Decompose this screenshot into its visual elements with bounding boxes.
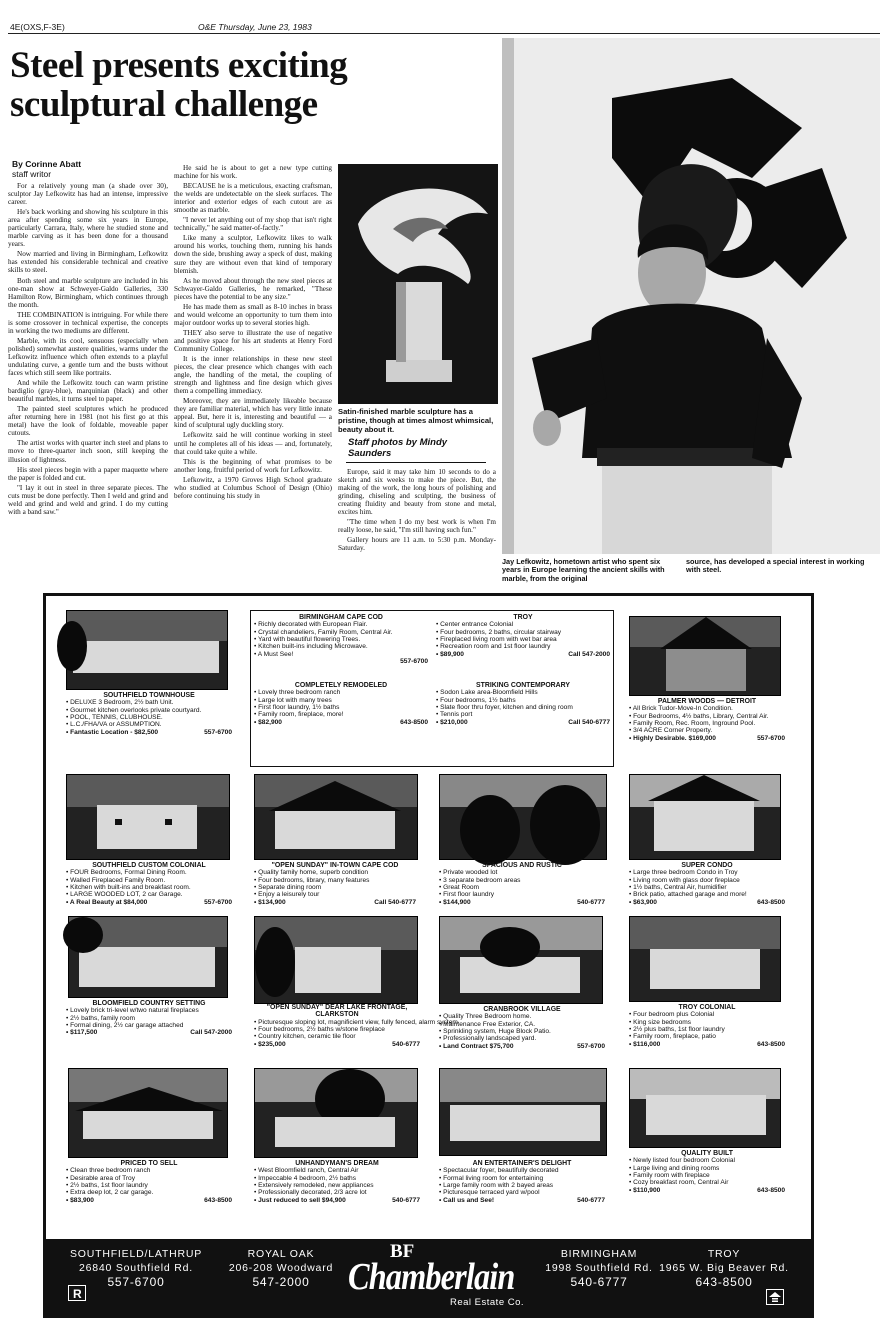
house-photo-southfield-custom-colonial	[66, 774, 230, 860]
listing-feature: • FOUR Bedrooms, Formal Dining Room.	[66, 869, 187, 877]
listing	[66, 1000, 232, 1037]
listing-title: CRANBROOK VILLAGE	[483, 1006, 561, 1013]
listing-feature: • Large lot with many trees	[254, 696, 332, 704]
real-estate-ad	[43, 593, 814, 1318]
listing-feature: • Tennis port	[436, 711, 473, 719]
top-rule	[8, 33, 880, 34]
listing-feature: • Country kitchen, ceramic tile floor	[254, 1033, 356, 1041]
listing-price: • Fantastic Location - $82,500	[66, 728, 159, 736]
logo-initials: BF	[390, 1241, 415, 1262]
listing-feature: • Four bedrooms, 1½ baths	[436, 696, 516, 704]
article-paragraph: THEY also serve to illustrate the use of negative and positive space for his art students at Henry Ford Community College.	[174, 328, 332, 353]
listing-feature: • First floor laundry, 1½ baths	[254, 704, 340, 712]
listing-feature: • Desirable area of Troy	[66, 1174, 136, 1182]
listing-title: PALMER WOODS — DETROIT	[657, 698, 757, 705]
listing-feature: • Lovely brick tri-level w/two natural fireplaces	[66, 1007, 199, 1015]
listing	[254, 1004, 458, 1048]
listing-phone: Call 540-6777	[374, 898, 416, 906]
listing-feature: • Family room with fireplace	[629, 1172, 710, 1180]
listing	[66, 862, 232, 906]
office-troy	[654, 1247, 794, 1289]
house-photo-priced-to-sell	[68, 1068, 228, 1158]
listing-title: STRIKING CONTEMPORARY	[476, 682, 570, 689]
marble-sculpture-photo	[338, 164, 498, 404]
folio-page-number: 4E(OXS,F-3E)	[10, 22, 65, 32]
ad-footer	[46, 1239, 811, 1315]
article-paragraph: Now married and living in Birmingham, Lefkowitz has extended his considerable technical and creative skills to steel.	[8, 250, 168, 275]
listing-feature: • Cozy breakfast room, Central Air	[629, 1179, 729, 1187]
listing-feature: • Large three bedroom Condo in Troy	[629, 869, 738, 877]
listing-price: • A Real Beauty at $84,000	[66, 898, 148, 906]
listing	[439, 862, 605, 906]
headline: Steel presents exciting sculptural challenge	[10, 45, 348, 125]
listing	[254, 862, 416, 906]
listing-price: • Just reduced to sell $94,900	[254, 1196, 346, 1204]
listing-title: SOUTHFIELD TOWNHOUSE	[103, 692, 195, 699]
article-column-1	[8, 182, 168, 518]
article-paragraph: Europe, said it may take him 10 seconds to do a sketch and six weeks to make the piece. But, the making of the work, the long hours of polishing and grinding, chiseling and sculpting, the business of creating fluidity and beauty from stone and metal, excites him.	[338, 468, 496, 517]
listing	[66, 692, 232, 736]
listing-title: TROY COLONIAL	[678, 1004, 736, 1011]
listing-phone: Call 547-2000	[568, 650, 610, 658]
listing-price: • Call us and See!	[439, 1196, 495, 1204]
listing-title: "OPEN SUNDAY" DEAR LAKE FRONTAGE, CLARKSTON	[266, 1004, 408, 1019]
listing	[436, 682, 610, 726]
listing-title: SUPER CONDO	[681, 862, 733, 869]
listing-title: QUALITY BUILT	[681, 1150, 733, 1157]
caption-small: Satin-finished marble sculpture has a pristine, though at times almost whimsical, beauty about it.	[338, 407, 494, 434]
listing-price: • $134,900	[254, 898, 286, 906]
listing-feature: • Sprinkling system, Huge Block Patio.	[439, 1028, 551, 1036]
house-photo-in-town-cape-cod	[254, 774, 418, 860]
house-photo-dear-lake	[254, 916, 418, 1004]
listing-phone: Call 547-2000	[190, 1029, 232, 1037]
listing	[254, 682, 428, 726]
listing-feature: • All Brick Tudor-Move-In Condition.	[629, 705, 733, 713]
house-photo-quality-built	[629, 1068, 781, 1148]
listing-feature: • Large family room with 2 bayed areas	[439, 1182, 554, 1190]
caption-big-part-b: source, has developed a special interest in working with steel.	[686, 557, 865, 575]
listing-feature: • LARGE WOODED LOT, 2 car Garage.	[66, 891, 183, 899]
listing	[439, 1006, 605, 1050]
listing-feature: • Gourmet kitchen overlooks private courtyard.	[66, 706, 202, 714]
listing	[254, 614, 428, 665]
article-paragraph: And while the Lefkowitz touch can warm pristine bardiglio (gray-blue), marquinian (black) and other beautiful marbles, it turns steel to paper.	[8, 379, 168, 404]
article-paragraph: "I never let anything out of my shop that isn't right technically," he said matter-of-factly."	[174, 216, 332, 233]
listing-feature: • Family room, fireplace, more!	[254, 711, 344, 719]
listing-feature: • Four Bedrooms, 4½ baths, Library, Central Air.	[629, 712, 769, 720]
office-address: 1998 Southfield Rd.	[545, 1262, 653, 1274]
listing-phone: 643-8500	[757, 898, 785, 906]
listing-feature: • West Bloomfield ranch, Central Air	[254, 1167, 359, 1175]
house-photo-southfield-townhouse	[66, 610, 228, 690]
listing-feature: • DELUXE 3 Bedroom, 2½ bath Unit.	[66, 699, 174, 707]
article-paragraph: "I lay it out in steel in three separate pieces. The cuts must be done perfectly. Then I weld and grind and weld and grind and weld and grind. I do my cutting with a band saw."	[8, 483, 168, 516]
article-column-3	[338, 468, 496, 554]
listing-feature: • Yard with beautiful flowering Trees.	[254, 636, 361, 644]
article-paragraph: For a relatively young man (a shade over 30), sculptor Jay Lefkowitz has had an intense, impressive career.	[8, 182, 168, 207]
office-phone: 547-2000	[252, 1275, 310, 1289]
house-photo-super-condo	[629, 774, 781, 860]
listing-feature: • 2½ baths, family room	[66, 1014, 136, 1022]
article-paragraph: BECAUSE he is a meticulous, exacting craftsman, the welds are undetectable on the sleek surfaces. The interior and exterior edges of each cutout are as smoothe as marble.	[174, 182, 332, 215]
article-paragraph: "The time when I do my best work is when I'm really loose, he said, "I'm still having such fun."	[338, 518, 496, 535]
office-phone: 643-8500	[695, 1275, 753, 1289]
office-phone: 557-6700	[107, 1275, 165, 1289]
listing-price: • $235,000	[254, 1040, 286, 1048]
listing-price: • $83,900	[66, 1196, 94, 1204]
article-paragraph: He's back working and showing his sculpture in this area after spending some six years in Europe, particularly Carrara, Italy, where he studied stone and marble carving as it has been done for a thousand years.	[8, 208, 168, 249]
office-birmingham	[524, 1247, 674, 1289]
listing	[439, 1160, 605, 1204]
listing-feature: • Quality family home, superb condition	[254, 869, 369, 877]
listing-feature: • Formal living room for entertaining	[439, 1174, 544, 1182]
office-city: SOUTHFIELD/LATHRUP	[69, 1248, 203, 1260]
listing-title: BIRMINGHAM CAPE COD	[299, 614, 383, 621]
listing-feature: • Kitchen built-ins including Microwave.	[254, 643, 368, 651]
office-southfield	[56, 1247, 216, 1289]
listing-title: SOUTHFIELD CUSTOM COLONIAL	[92, 862, 206, 869]
listing	[629, 862, 785, 906]
listing-phone: 557-6700	[204, 898, 232, 906]
article-column-2	[174, 164, 332, 502]
byline	[12, 160, 81, 179]
listing	[629, 1150, 785, 1194]
listing-feature: • Extensively remodeled, new appliances	[254, 1182, 374, 1190]
listing-feature: • King size bedrooms	[629, 1018, 692, 1026]
listing-price: • $144,900	[439, 898, 471, 906]
listing-feature: • 1½ baths, Central Air, humidifier	[629, 884, 727, 892]
listing-feature: • A Must See!	[254, 650, 294, 658]
listing-feature: • 3/4 ACRE Corner Property.	[629, 727, 713, 735]
listing	[436, 614, 610, 658]
listing-feature: • Walled Fireplaced Family Room.	[66, 876, 166, 884]
caption-big-part-a: Jay Lefkowitz, hometown artist who spent six years in Europe learning the ancient skills with marble, from the original	[502, 557, 665, 583]
article-paragraph: His steel pieces begin with a paper maquette where the paper is folded and cut.	[8, 465, 168, 482]
listing-phone: 540-6777	[392, 1040, 420, 1048]
listing-phone: 557-6700	[400, 658, 428, 666]
office-royal-oak	[216, 1247, 346, 1289]
listing-feature: • Kitchen with built-ins and breakfast room.	[66, 884, 191, 892]
listing-title: "OPEN SUNDAY" IN-TOWN CAPE COD	[271, 862, 399, 869]
byline-name: By Corinne Abatt	[12, 159, 82, 169]
house-photo-palmer-woods	[629, 616, 781, 696]
house-photo-troy-colonial	[629, 916, 781, 1002]
listing-title: TROY	[513, 614, 533, 621]
listing-feature: • Professionally decorated, 2/3 acre lot	[254, 1189, 367, 1197]
listing-price: • Land Contract $75,700	[439, 1042, 514, 1050]
article-paragraph: Both steel and marble sculpture are included in his one-man show at Schweyer-Galdo Galleries, 330 Hamilton Row, Birmingham, which continues through the month.	[8, 276, 168, 309]
listing-feature: • Family Room, Rec. Room, Inground Pool.	[629, 720, 756, 728]
article-paragraph: Moreover, they are immediately likeable because they are familiar material, which has very little innate appeal. But, here it is, interesting and beautiful — a kind of sculptural ugly duckling story.	[174, 397, 332, 430]
logo-subtitle: Real Estate Co.	[450, 1297, 525, 1308]
listing-feature: • Clean three bedroom ranch	[66, 1167, 151, 1175]
logo-name: Chamberlain	[348, 1256, 515, 1298]
article-paragraph: THE COMBINATION is intriguing. For while there is some crossover in technical expertise, the concepts in working the two mediums are different.	[8, 310, 168, 335]
listing-phone: Call 540-6777	[568, 718, 610, 726]
listing-feature: • First floor laundry	[439, 891, 495, 899]
listing-phone: 557-6700	[204, 728, 232, 736]
office-city: TROY	[707, 1248, 741, 1260]
listing-phone: 557-6700	[757, 734, 785, 742]
listing-feature: • Formal dining, 2½ car garage attached	[66, 1022, 184, 1030]
listing-feature: • Fireplaced living room with wet bar area	[436, 636, 557, 644]
listing-feature: • Maintenance Free Exterior, CA.	[439, 1020, 536, 1028]
article-paragraph: Like many a sculptor, Lefkowitz likes to walk around his works, touching them, running his hands down the side, brushing away a speck of dust, making sure they are without even that kind of temporary blemish.	[174, 234, 332, 275]
article-paragraph: The painted steel sculptures which he produced after returning here in 1981 (not his first go at this metal) have the look of foldable, moveable paper cutouts.	[8, 405, 168, 438]
listing-feature: • Four bedrooms, 2 baths, circular stairway	[436, 628, 562, 636]
listing-feature: • Center entrance Colonial	[436, 621, 514, 629]
listing-feature: • Separate dining room	[254, 884, 322, 892]
listing-feature: • Living room with glass door fireplace	[629, 876, 740, 884]
listing-feature: • Impeccable 4 bedroom, 2½ baths	[254, 1174, 357, 1182]
listing-feature: • 2½ baths, 1st floor laundry	[66, 1182, 148, 1190]
listing-feature: • 2½ plus baths, 1st floor laundry	[629, 1026, 725, 1034]
listing-title: SPACIOUS AND RUSTIC	[482, 862, 562, 869]
listing-feature: • Recreation room and 1st floor laundry	[436, 643, 551, 651]
sculptor-portrait-photo	[502, 38, 880, 554]
listing-feature: • Four bedrooms, 2½ baths w/stone fireplace	[254, 1026, 385, 1034]
equal-housing-icon	[766, 1289, 784, 1305]
listing-price: • $89,900	[436, 650, 464, 658]
listing-feature: • Crystal chandeliers, Family Room, Central Air.	[254, 628, 393, 636]
listing-feature: • Picturesque sloping lot, magnificient view, fully fenced, alarm system	[254, 1018, 458, 1026]
listing-feature: • Slate floor thru foyer, kitchen and dining room	[436, 704, 573, 712]
article-paragraph: It is the inner relationships in these new steel pieces, the clear presence which changes with each angle, the handling of the metal, the coupling of strength and lightness and fine design which gives them a compelling immediacy.	[174, 355, 332, 396]
listing-feature: • 3 separate bedroom areas	[439, 876, 521, 884]
house-photo-entertainers-delight	[439, 1068, 607, 1156]
listing-price: • $117,500	[66, 1029, 98, 1037]
listing-feature: • Four bedrooms, library, many features	[254, 876, 370, 884]
credit-rule	[346, 462, 486, 463]
listing-price: • $110,900	[629, 1186, 661, 1194]
listing-feature: • Lovely three bedroom ranch	[254, 689, 341, 697]
listing-title: BLOOMFIELD COUNTRY SETTING	[92, 1000, 206, 1007]
byline-role: staff writor	[12, 168, 52, 179]
listing	[66, 1160, 232, 1204]
listing-feature: • Large living and dining rooms	[629, 1164, 720, 1172]
office-phone: 540-6777	[570, 1275, 628, 1289]
office-address: 206-208 Woodward	[228, 1262, 334, 1274]
listing-price: • $63,900	[629, 898, 657, 906]
listing	[629, 1004, 785, 1048]
listing-feature: • Extra deep lot, 2 car garage.	[66, 1189, 154, 1197]
listing-title: PRICED TO SELL	[120, 1160, 178, 1167]
house-photo-bloomfield-country	[68, 916, 228, 998]
listing-feature: • Enjoy a leisurely tour	[254, 891, 320, 899]
listing-feature: • Spectacular foyer, beautifully decorated	[439, 1167, 559, 1175]
photo-credit: Staff photos by Mindy Saunders	[348, 437, 448, 459]
listing-feature: • Newly listed four bedroom Colonial	[629, 1157, 736, 1165]
office-city: ROYAL OAK	[247, 1248, 315, 1260]
listing-phone: 643-8500	[400, 718, 428, 726]
article-paragraph: Lefkowitz, a 1970 Groves High School graduate who studied at Columbus School of Design (Ohio) before continuing his study in	[174, 475, 332, 500]
listing-phone: 540-6777	[577, 1196, 605, 1204]
realtor-icon	[68, 1285, 86, 1301]
listing-feature: • Professionally landscaped yard.	[439, 1035, 537, 1043]
article-paragraph: The artist works with quarter inch steel and plans to move to three-quarter inch soon, still keeping the illusion of lightness.	[8, 439, 168, 464]
article-paragraph: He has made them as small as 8-10 inches in brass and would welcome an opportunity to turn them into major outdoor works up to several stories high.	[174, 302, 332, 327]
article-paragraph: This is the beginning of what promises to be another long, fruitful period of work for Lefkowitz.	[174, 457, 332, 474]
listing	[629, 698, 785, 742]
listing-title: AN ENTERTAINER'S DELIGHT	[472, 1160, 572, 1167]
listing-feature: • L.C./FHA/VA or ASSUMPTION.	[66, 721, 162, 729]
article-paragraph: As he moved about through the new steel pieces at Schwayer-Galdo Galleries, he remarked, "These pieces have the potential to be any size."	[174, 276, 332, 301]
listing-feature: • Four bedroom plus Colonial	[629, 1011, 715, 1019]
listing-price: • $210,000	[436, 718, 468, 726]
listing-price: • $116,000	[629, 1040, 661, 1048]
house-photo-unhandyman	[254, 1068, 418, 1158]
listing-title: UNHANDYMAN'S DREAM	[295, 1160, 379, 1167]
listing-feature: • Family room, fireplace, patio	[629, 1033, 716, 1041]
listing-feature: • Picturesque terraced yard w/pool	[439, 1189, 540, 1197]
listing-phone: 643-8500	[757, 1040, 785, 1048]
office-address: 1965 W. Big Beaver Rd.	[659, 1262, 789, 1274]
folio-date: O&E Thursday, June 23, 1983	[198, 22, 312, 32]
listing-feature: • Great Room	[439, 884, 480, 892]
listing-phone: 540-6777	[577, 898, 605, 906]
listing-feature: • Quality Three Bedroom home.	[439, 1013, 532, 1021]
listing-feature: • Richly decorated with European Flair.	[254, 621, 368, 629]
listing-phone: 540-6777	[392, 1196, 420, 1204]
listing	[254, 1160, 420, 1204]
listing-price: • $82,900	[254, 718, 282, 726]
article-paragraph: Marble, with its cool, sensuous (especially when polished) somewhat austere qualities, warms under the Lefkowitz influence which often extends to a playful undulating curve, a gentle turn and the busts without faces which still seem like portraits.	[8, 336, 168, 378]
listing-price: • Highly Desirable. $169,000	[629, 734, 716, 742]
office-address: 26840 Southfield Rd.	[78, 1262, 194, 1274]
listing-feature: • Private wooded lot	[439, 869, 498, 877]
article-paragraph: He said he is about to get a new type cutting machine for his work.	[174, 164, 332, 181]
listing-title: COMPLETELY REMODELED	[294, 682, 388, 689]
listing-phone: 643-8500	[757, 1186, 785, 1194]
svg-text:R: R	[73, 1287, 82, 1301]
article-paragraph: Gallery hours are 11 a.m. to 5:30 p.m. Monday-Saturday.	[338, 536, 496, 553]
listing-phone: 557-6700	[577, 1042, 605, 1050]
listing-feature: • Brick patio, attached garage and more!	[629, 891, 747, 899]
house-photo-spacious-rustic	[439, 774, 607, 860]
office-city: BIRMINGHAM	[560, 1248, 638, 1260]
listing-feature: • Sodon Lake area-Bloomfield Hills	[436, 689, 538, 697]
listing-phone: 643-8500	[204, 1196, 232, 1204]
listing-feature: • POOL, TENNIS, CLUBHOUSE.	[66, 714, 163, 722]
house-photo-cranbrook-village	[439, 916, 603, 1004]
article-paragraph: Lefkowitz said he will continue working in steel until he completes all of his ideas — and, fortunately, that could take quite a while.	[174, 431, 332, 456]
